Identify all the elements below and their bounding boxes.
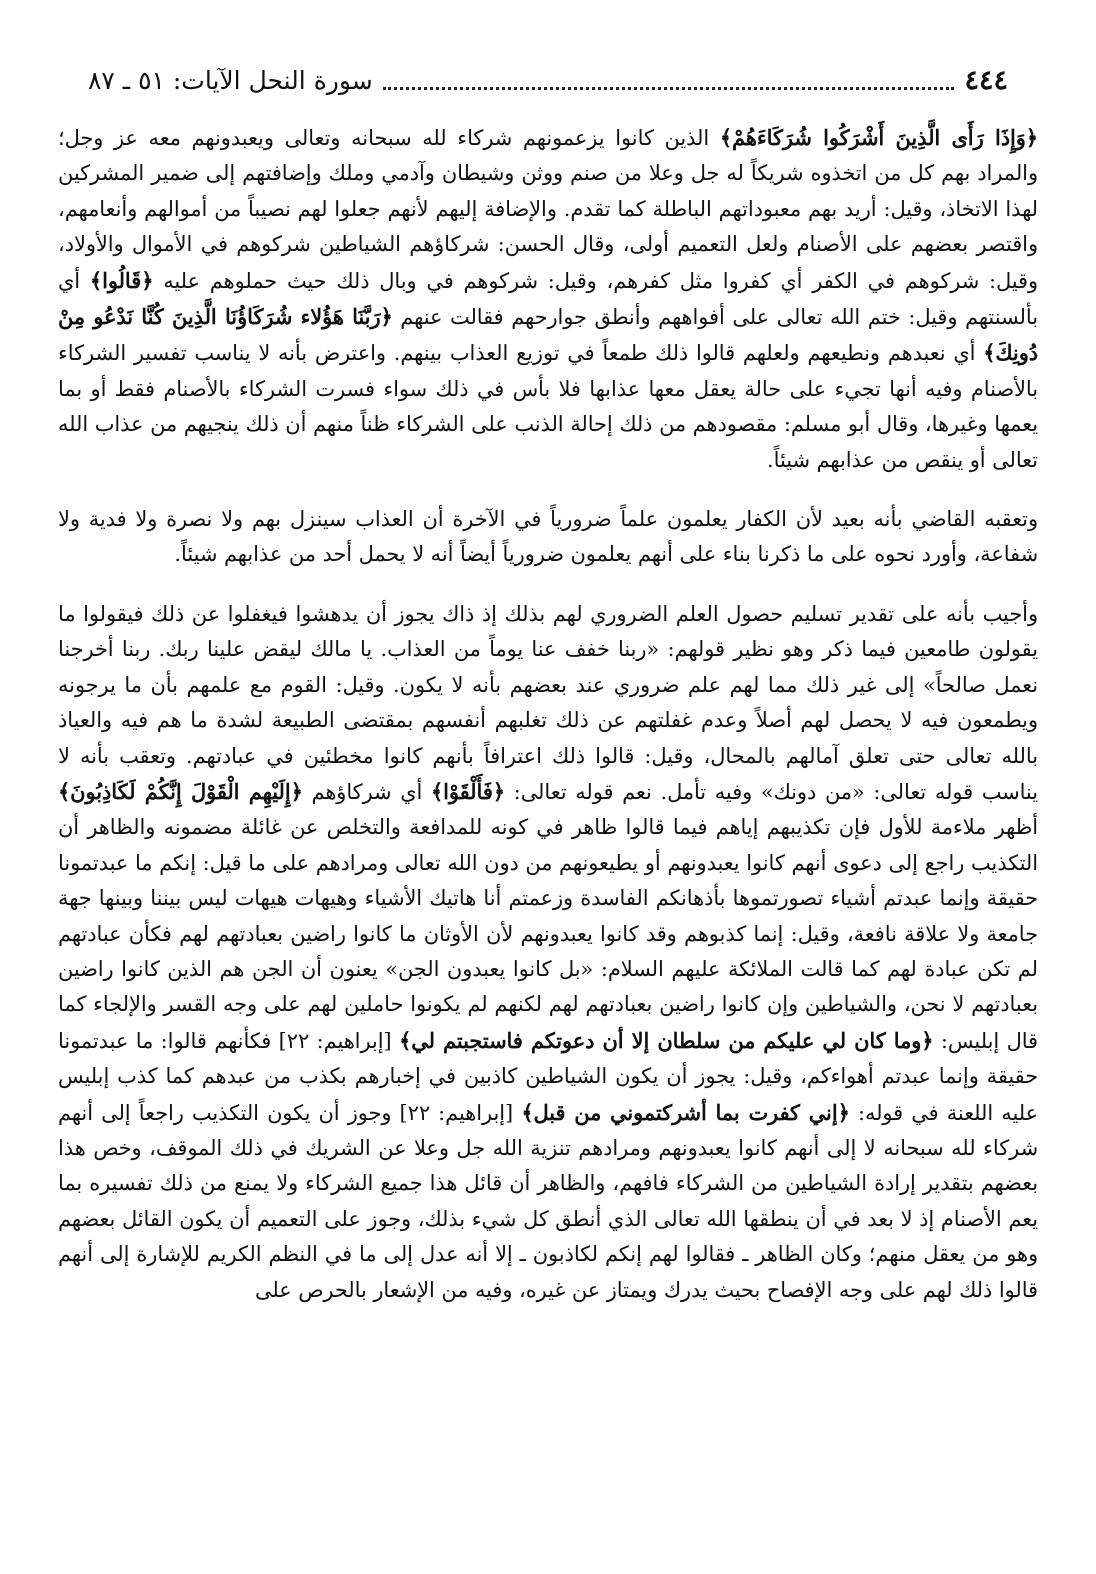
- quran-verse: ﴿وَإِذَا رَأَى الَّذِينَ أَشْرَكُوا شُرَكَاءَهُمْ﴾: [719, 125, 1038, 150]
- text-run: أظهر ملاءمة للأول فإن تكذيبهم إياهم فيما قالوا ظاهر في كونه للمدافعة والتخلص عن غائلة مضمونه والظاهر أن التكذيب راجع إلى دعوى أنهم كانوا يعبدونهم أو يطيعونهم من دون الله تعالى ومرادهم على ما قيل: إنكم ما عبدتمونا حقيقة وإنما عبدتم أشياء تصورتموها بأذهانكم الفاسدة وزعمتم أنا هاتيك الأشياء وهيهات هيهات ليس بيننا وبينها جهة جامعة ولا علاقة نافعة، وقيل: إنما كذبوهم وقد كانوا يعبدونهم لأن الأوثان ما كانوا راضين بعبادتهم لهم فكأن عبادتهم لم تكن عبادة لهم كما قالت الملائكة عليهم السلام: «بل كانوا يعبدون الجن» يعنون أن الجن هم الذين كانوا راضين بعبادتهم لا نحن، والشياطين وإن كانوا راضين بعبادتهم لهم لكنهم لم يكونوا حاملين لهم على وجه القسر والإلجاء كما قال إبليس:: [58, 815, 1038, 1053]
- text-run: أي شركاؤهم: [302, 779, 431, 804]
- text-run: وتعقبه القاضي بأنه بعيد لأن الكفار يعلمون علماً ضرورياً في الآخرة أن العذاب سينزل بهم ولا نصرة ولا فدية ولا شفاعة، وأورد نحوه على ما ذكرنا بناء على أنهم يعلمون ضرورياً أيضاً أنه لا يحمل أحد من عذابهم شيئاً.: [58, 507, 1038, 567]
- text-run: [إبراهيم: ٢٢] فكأنهم قالوا: ما عبدتمونا حقيقة وإنما عبدتم أهواءكم، وقيل: يجوز أن يكون الشياطين كاذبين في إخبارهم بكذب من عبدهم كما كذب إبليس عليه اللعنة في قوله:: [58, 1028, 1039, 1125]
- quran-verse: ﴿إِلَيْهِم الْقَوْلَ إِنَّكُمْ لَكَاذِبُونَ﴾: [58, 778, 303, 804]
- header-title: سورة النحل الآيات: ٥١ ـ ٨٧: [88, 65, 373, 95]
- running-header: [88, 58, 1008, 102]
- quran-verse: ﴿إني كفرت بما أشركتموني من قبل﴾: [521, 1099, 850, 1125]
- text-run: وأجيب بأنه على تقدير تسليم حصول العلم الضروري لهم بذلك إذ ذاك يجوز أن يدهشوا فيغفلوا عن ذلك فيقولوا ما يقولون طامعين فيما ذكر وهو نظير قولهم: «ربنا خفف عنا يوماً من العذاب. يا مالك ليقض علينا ربك. ربنا أخرجنا نعمل صالحاً» إلى غير ذلك مما لهم علم ضروري عند بعضهم بأنه لا يكون. وقيل: القوم مع علمهم بأن ما يرجونه ويطمعون فيه لا يحصل لهم أصلاً وعدم غفلتهم عن ذلك تغلبهم أنفسهم بمقتضى الطبيعة لشدة ما هم فيه والعياذ بالله تعالى حتى تعلق آمالهم بالمحال، وقيل: قالوا ذلك اعترافاً بأنهم كانوا مخطئين في عبادتهم. وتعقب بأنه لا يناسب قوله تعالى: «من دونك» وفيه تأمل. نعم قوله تعالى:: [58, 601, 1038, 804]
- paragraph-3: [58, 597, 1038, 1308]
- quran-verse: ﴿فَأَلْقَوْا﴾: [430, 778, 505, 804]
- quran-verse: ﴿وما كان لي عليكم من سلطان إلا أن دعوتكم فاستجبتم لي﴾: [399, 1027, 934, 1053]
- text-run: الذين كانوا يزعمونهم شركاء لله سبحانه وتعالى ويعبدونهم معه عز وجل؛ والمراد بهم كل من اتخذوه شريكاً له جل وعلا من صنم ووثن وشيطان وآدمي وملك وإضافتهم إلى ضمير المشركين لهذا الاتخاذ، وقيل: أريد بهم معبوداتهم الباطلة كما تقدم. والإضافة إليهم لأنهم جعلوا لهم نصيباً من أموالهم وأنعامهم، واقتصر بعضهم على الأصنام ولعل التعميم أولى، وقال الحسن: شركاؤهم الشياطين شركوهم في الأموال والأولاد، وقيل: شركوهم في الكفر أي كفروا مثل كفرهم، وقيل: شركوهم في وبال ذلك حيث حملوهم عليه: [58, 126, 1038, 293]
- paragraph-2: [58, 502, 1038, 573]
- page-number: ٤٤٤: [964, 64, 1008, 96]
- header-dot-leader: [383, 87, 955, 90]
- paragraph-1: [58, 120, 1038, 478]
- page-body: [58, 120, 1038, 1308]
- text-run: أي نعبدهم ونطيعهم ولعلهم قالوا ذلك طمعاً في توزيع العذاب بينهم. واعترض بأنه لا يناسب تفسير الشركاء بالأصنام وفيه أنها تجيء على حالة يعقل معها عذابها فلا بأس في ذلك سواء فسرت الشركاء بالأصنام فقط أو بما يعمها وغيرها، وقال أبو مسلم: مقصودهم من ذلك إحالة الذنب على الشركاء ظناً منهم أن ذلك ينجيهم من عذاب الله تعالى أو ينقص من عذابهم شيئاً.: [58, 341, 1039, 472]
- text-run: [إبراهيم: ٢٢] وجوز أن يكون التكذيب راجعاً إلى أنهم شركاء لله سبحانه لا إلى أنهم كانوا يعبدونهم ومرادهم تنزية الله جل وعلا عن الشريك في ذلك الموقف، وخص هذا بعضهم بتقدير إرادة الشياطين من الشركاء فافهم، والظاهر أن قائل هذا جميع الشركاء ولا يمنع من ذلك تفسيره بما يعم الأصنام إذ لا بعد في أن ينطقها الله تعالى الذي أنطق كل شيء بذلك، وجوز على التعميم أن يكون القائل بعضهم وهو من يعقل منهم؛ وكان الظاهر ـ فقالوا لهم إنكم لكاذبون ـ إلا أنه عدل إلى ما في النظم الكريم للإشارة إلى أنهم قالوا ذلك لهم على وجه الإفصاح بحيث يدرك ويمتاز عن غيره، وفيه من الإشعار بالحرص على: [58, 1100, 1038, 1302]
- quran-verse: ﴿قَالُوا﴾: [89, 267, 154, 293]
- quran-verse: ﴿رَبَّنَا هَؤُلاء شُرَكَاؤُنَا الَّذِينَ كُنَّا نَدْعُو مِنْ دُونِكَ﴾: [58, 304, 1038, 366]
- text-run: أي بألسنتهم وقيل: ختم الله تعالى على أفواههم وأنطق جوارحهم فقالت عنهم: [58, 268, 1038, 330]
